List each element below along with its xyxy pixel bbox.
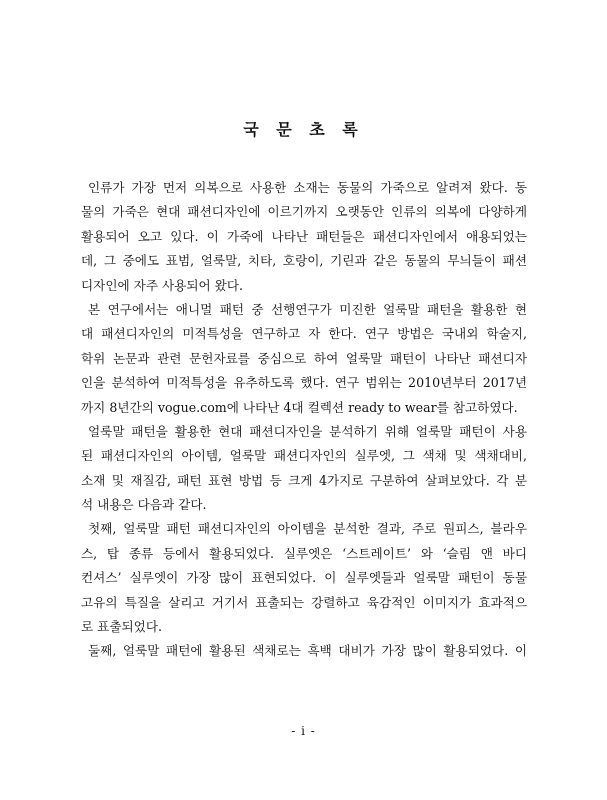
text-line: 학위 논문과 관련 문헌자료를 중심으로 하여 얼룩말 패턴이 나타난 패션디자 (81, 350, 527, 366)
text-line: 인류가 가장 먼저 의복으로 사용한 소재는 동물의 가죽으로 알려져 왔다. 동 (88, 180, 527, 195)
text-line: 본 연구에서는 애니멀 패턴 중 선행연구가 미진한 얼룩말 패턴을 활용한 현 (88, 301, 527, 317)
text-line: 첫째, 얼룩말 패턴 패션디자인의 아이템을 분석한 결과, 주로 원피스, 블라우 (88, 521, 527, 537)
text-line: 석 내용은 다음과 같다. (81, 497, 207, 513)
text-line: 디자인에 자주 사용되어 왔다. (81, 277, 243, 293)
text-line: 물의 가죽은 현대 패션디자인에 이르기까지 오랫동안 인류의 의복에 다양하게 (81, 204, 527, 220)
text-line: 고유의 특질을 살리고 거기서 표출되는 강렬하고 육감적인 이미지가 효과적으 (81, 594, 527, 610)
text-line: 로 표출되었다. (81, 619, 162, 635)
abstract-body (81, 176, 527, 664)
text-line: 둘째, 얼룩말 패턴에 활용된 색채로는 흑백 대비가 가장 많이 활용되었다. 이 (88, 643, 527, 659)
text-line: 컨셔스’ 실루엣이 가장 많이 표현되었다. 이 실루엣들과 얼룩말 패턴이 동물 (81, 570, 527, 586)
text-line: 활용되어 오고 있다. 이 가죽에 나타난 패턴들은 패션디자인에서 애용되었는 (81, 228, 527, 244)
text-line: 데, 그 중에도 표범, 얼룩말, 치타, 호랑이, 기린과 같은 동물의 무늬들이 패션 (81, 253, 527, 269)
text-line: 얼룩말 패턴을 활용한 현대 패션디자인을 분석하기 위해 얼룩말 패턴이 사용 (88, 423, 527, 439)
page-title: 국 문 초 록 (243, 120, 364, 139)
text-line: 인을 분석하여 미적특성을 유추하도록 했다. 연구 범위는 2010년부터 2017년 (81, 375, 527, 391)
text-line: 까지 8년간의 vogue.com에 나타난 4대 컬렉션 ready to wear를 참고하였다. (81, 399, 518, 415)
text-line: 스, 탑 종류 등에서 활용되었다. 실루엣은 ‘스트레이트’ 와 ‘슬림 앤 바디 (81, 545, 527, 561)
text-line: 대 패션디자인의 미적특성을 연구하고 자 한다. 연구 방법은 국내외 학술지, (81, 326, 527, 342)
text-line: 소재 및 재질감, 패턴 표현 방법 등 크게 4가지로 구분하여 살펴보았다. 각 분 (81, 472, 527, 488)
text-line: 된 패션디자인의 아이템, 얼룩말 패션디자인의 실루엣, 그 색채 및 색채대비, (81, 448, 527, 464)
page-number: - i - (291, 724, 316, 738)
